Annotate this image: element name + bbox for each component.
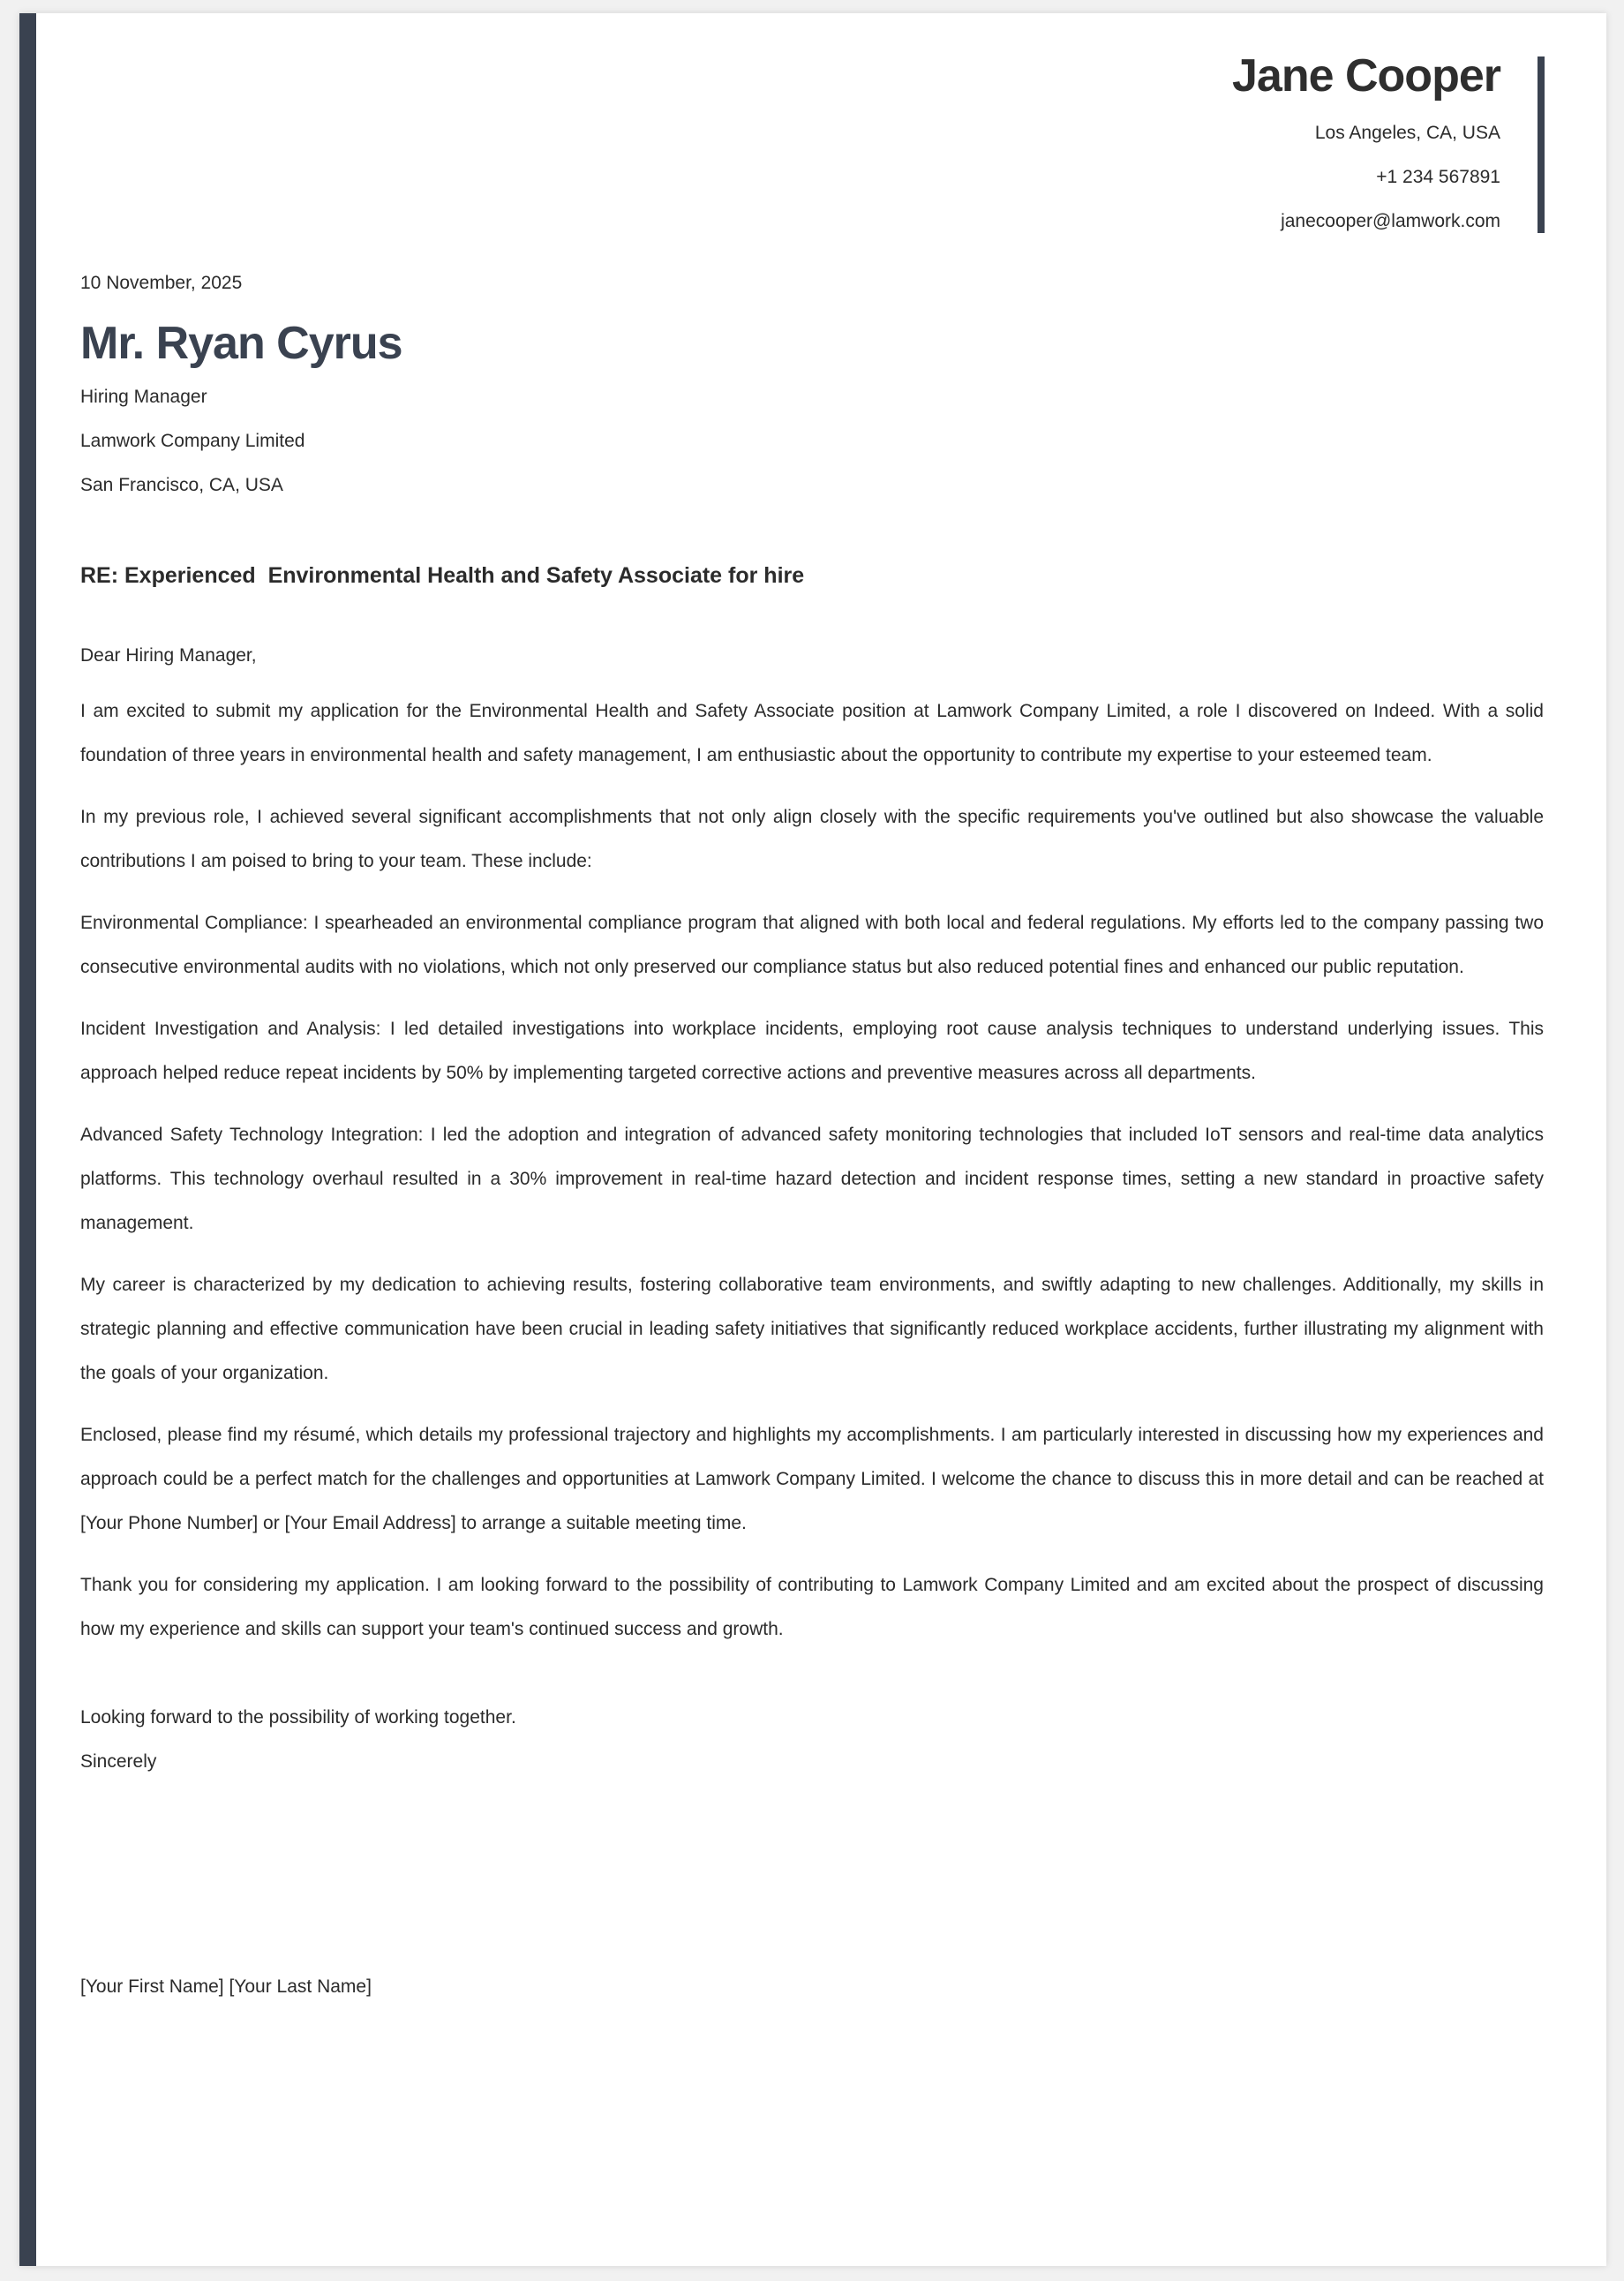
recipient-title: Hiring Manager bbox=[80, 387, 207, 407]
left-accent-bar bbox=[19, 13, 36, 2266]
body-paragraph: Advanced Safety Technology Integration: I led the adoption and integration of advanced safety monitoring technologies that included IoT sensors and real-time data analytics platforms. This technology overhaul resulted in a 30% improvement in real-time hazard detection and incident response times, setting a new standard in proactive safety management. bbox=[80, 1125, 1544, 1233]
subject-line: RE: Experienced Environmental Health and Safety Associate for hire bbox=[80, 563, 805, 588]
letter-page bbox=[19, 13, 1606, 2266]
greeting: Dear Hiring Manager, bbox=[80, 645, 257, 666]
body-paragraph: My career is characterized by my dedication to achieving results, fostering collaborative team environments, and swiftly adapting to new challenges. Additionally, my skills in strategic planning and effective communication have been crucial in leading safety initiatives that significantly reduced workplace accidents, further illustrating my alignment with the goals of your organization. bbox=[80, 1275, 1544, 1383]
body-paragraph: Thank you for considering my application. I am looking forward to the possibility of contributing to Lamwork Company Limited and am excited about the prospect of discussing how my experience and skills can support your team's continued success and growth. bbox=[80, 1575, 1544, 1639]
sender-accent-rule bbox=[1538, 56, 1545, 233]
valediction: Sincerely bbox=[80, 1751, 157, 1772]
body-paragraph: Enclosed, please find my résumé, which details my professional trajectory and highlights my accomplishments. I am particularly interested in discussing how my experiences and approach could be a perfect match for the challenges and opportunities at Lamwork Company Limited. I welcome the chance to discuss this in more detail and can be reached at [Your Phone Number] or [Your Email Address] to arrange a suitable meeting time. bbox=[80, 1425, 1544, 1533]
sender-block bbox=[1232, 50, 1500, 244]
sender-location: Los Angeles, CA, USA bbox=[1314, 123, 1500, 143]
body-paragraph: I am excited to submit my application for the Environmental Health and Safety Associate position at Lamwork Company Limited, a role I discovered on Indeed. With a solid foundation of three years in environmental health and safety management, I am enthusiastic about the opportunity to contribute my expertise to your esteemed team. bbox=[80, 701, 1544, 765]
body-paragraph: In my previous role, I achieved several significant accomplishments that not only align closely with the specific requirements you've outlined but also showcase the valuable contributions I am poised to bring to your team. These include: bbox=[80, 807, 1544, 871]
sender-email: janecooper@lamwork.com bbox=[1281, 211, 1500, 231]
body-paragraph: Incident Investigation and Analysis: I led detailed investigations into workplace incidents, employing root cause analysis techniques to understand underlying issues. This approach helped reduce repeat incidents by 50% by implementing targeted corrective actions and preventive measures across all departments. bbox=[80, 1019, 1544, 1083]
letter-body bbox=[80, 269, 1544, 2001]
recipient-name: Mr. Ryan Cyrus bbox=[80, 318, 402, 369]
signature-name: [Your First Name] [Your Last Name] bbox=[80, 1976, 372, 1997]
sender-phone: +1 234 567891 bbox=[1376, 167, 1500, 187]
recipient-location: San Francisco, CA, USA bbox=[80, 475, 283, 495]
closing-block bbox=[80, 1696, 1544, 1784]
sender-name: Jane Cooper bbox=[1232, 50, 1500, 102]
closing-line: Looking forward to the possibility of working together. bbox=[80, 1707, 516, 1728]
recipient-company: Lamwork Company Limited bbox=[80, 431, 305, 451]
letter-date: 10 November, 2025 bbox=[80, 273, 243, 293]
body-paragraph: Environmental Compliance: I spearheaded an environmental compliance program that aligned with both local and federal regulations. My efforts led to the company passing two consecutive environmental audits with no violations, which not only preserved our compliance status but also reduced potential fines and enhanced our public reputation. bbox=[80, 913, 1544, 977]
